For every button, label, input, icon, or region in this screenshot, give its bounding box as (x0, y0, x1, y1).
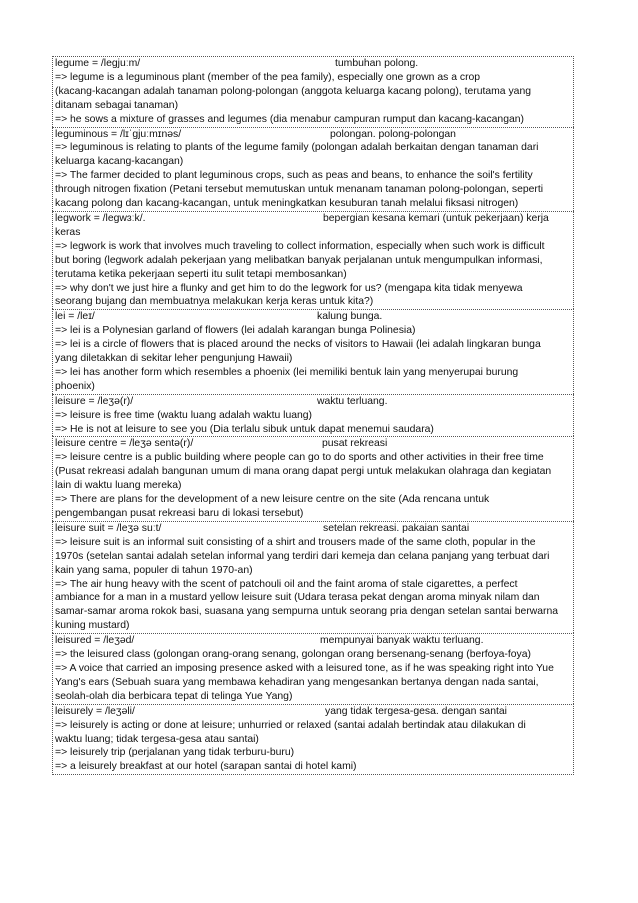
meaning: tumbuhan polong. (335, 58, 419, 69)
entry-head (55, 128, 571, 142)
entry-line: => He is not at leisure to see you (Dia terlalu sibuk untuk dapat menemui saudara) (55, 423, 434, 435)
entry-line: yang diletakkan di sekitar leher pengunjung Hawaii) (55, 353, 293, 365)
meaning: kalung bunga. (317, 311, 383, 323)
entry-line: lain di waktu luang mereka) (55, 480, 182, 492)
entry-line: pengembangan pusat rekreasi baru di lokasi tersebut) (55, 508, 304, 519)
entry-line: kuning mustard) (55, 620, 130, 632)
entry-leisured (52, 633, 574, 704)
entry-head (55, 634, 571, 648)
meaning: waktu terluang. (317, 395, 388, 407)
meaning: polongan. polong-polongan (330, 128, 456, 140)
entry-head (55, 395, 571, 409)
entry-line: samar-samar aroma rokok basi, suasana yang sempurna untuk seorang pria dengan setelan santai berwarna (55, 606, 559, 618)
meaning: setelan rekreasi. pakaian santai (323, 522, 470, 534)
entry-head (55, 522, 571, 536)
entry-line: (kacang-kacangan adalah tanaman polong-polongan (anggota keluarga kacang polong), terutama yang (55, 85, 532, 97)
entry-line: but boring (legwork adalah pekerjaan yang melibatkan banyak perjalanan untuk mengumpulkan informasi, (55, 254, 543, 266)
entry-line: => lei is a circle of flowers that is placed around the necks of visitors to Hawaii (lei adalah lingkaran bunga (55, 339, 541, 351)
entry-line: waktu luang; tidak tergesa-gesa atau santai) (55, 733, 259, 745)
entry-head (55, 57, 571, 71)
entry-leisure-suit (52, 521, 574, 633)
entry-head (55, 212, 571, 226)
entry-line: => the leisured class (golongan orang-orang senang, golongan orang bersenang-senang (berfoya-foya) (55, 649, 531, 661)
entry-legume (52, 56, 574, 127)
entry-line: => why don't we just hire a flunky and get him to do the legwork for us? (mengapa kita tidak menyewa (55, 282, 523, 294)
entry-line: => legwork is work that involves much traveling to collect information, especially when such work is difficult (55, 240, 545, 252)
dictionary-document (52, 56, 574, 775)
headword: leisure suit = /leʒə suːt/ (55, 522, 162, 534)
entry-line: through nitrogen fixation (Petani tersebut memutuskan untuk menanam tanaman polong-polongan, seperti (55, 184, 544, 196)
entry-leisurely (52, 704, 574, 776)
headword: leguminous = /lɪˈɡjuːmɪnəs/ (55, 128, 182, 140)
meaning: yang tidak tergesa-gesa. dengan santai (325, 705, 507, 717)
entry-line: => leisurely is acting or done at leisure; unhurried or relaxed (santai adalah bertindak atau dilakukan di (55, 719, 526, 731)
meaning: pusat rekreasi (322, 438, 388, 450)
headword: leisure centre = /leʒə sentə(r)/ (55, 438, 194, 450)
entry-line: => leisurely trip (perjalanan yang tidak terburu-buru) (55, 747, 295, 759)
entry-line: seorang bujang dan membuatnya melakukan kerja keras untuk kita?) (55, 296, 374, 308)
meaning: bepergian kesana kemari (untuk pekerjaan) kerja (323, 212, 549, 224)
entry-line: => a leisurely breakfast at our hotel (sarapan santai di hotel kami) (55, 761, 357, 773)
entry-head (55, 437, 571, 451)
meaning: mempunyai banyak waktu terluang. (320, 635, 484, 647)
entry-line: => he sows a mixture of grasses and legumes (dia menabur campuran rumput dan kacang-kacangan) (55, 113, 524, 125)
entry-line: keluarga kacang-kacangan) (55, 156, 184, 168)
entry-head (55, 705, 571, 719)
entry-legwork (52, 211, 574, 309)
entry-leguminous (52, 127, 574, 211)
headword: leisured = /leʒəd/ (55, 635, 135, 647)
entry-leisure-centre (52, 436, 574, 520)
entry-line: => The farmer decided to plant leguminous crops, such as peas and beans, to enhance the soil's fertility (55, 170, 533, 182)
entry-line: => legume is a leguminous plant (member of the pea family), especially one grown as a crop (55, 71, 481, 83)
headword: lei = /leɪ/ (55, 311, 95, 323)
entry-line: => leisure is free time (waktu luang adalah waktu luang) (55, 409, 313, 421)
entry-leisure (52, 394, 574, 437)
headword: leisure = /leʒə(r)/ (55, 395, 134, 407)
entry-line: => There are plans for the development of a new leisure centre on the site (Ada rencana untuk (55, 494, 490, 506)
headword: legwork = /legwɜːk/. (55, 212, 146, 224)
entry-head (55, 310, 571, 324)
entry-line: => A voice that carried an imposing presence asked with a leisured tone, as if he was speaking right into Yue (55, 662, 554, 674)
entry-line: seolah-olah dia berbicara tepat di telinga Yue Yang) (55, 690, 293, 702)
entry-line: => lei has another form which resembles a phoenix (lei memiliki bentuk lain yang menyerupai burung (55, 366, 519, 378)
headword: legume = /legjuːm/ (55, 58, 141, 69)
entry-line: keras (55, 226, 81, 238)
entry-line: (Pusat rekreasi adalah bangunan umum di mana orang dapat pergi untuk melakukan olahraga dan kegiatan (55, 466, 552, 478)
entry-line: Yang's ears (Sebuah suara yang membawa kehadiran yang mengesankan bertanya dengan nada santai, (55, 676, 539, 688)
entry-line: 1970s (setelan santai adalah setelan informal yang terdiri dari kemeja dan celana panjang yang terbuat dari (55, 550, 550, 562)
entry-lei (52, 309, 574, 393)
entry-line: ambiance for a man in a mustard yellow leisure suit (Udara terasa pekat dengan aroma minyak nilam dan (55, 592, 540, 604)
entry-line: => lei is a Polynesian garland of flowers (lei adalah karangan bunga Polinesia) (55, 325, 416, 337)
entry-line: kain yang sama, populer di tahun 1970-an) (55, 564, 253, 576)
entry-line: kacang polong dan kacang-kacangan, untuk meningkatkan kesuburan tanah melalui fiksasi nitrogen) (55, 198, 519, 210)
entry-line: => leguminous is relating to plants of the legume family (polongan adalah berkaitan dengan tanaman dari (55, 142, 539, 154)
entry-line: => leisure centre is a public building where people can go to do sports and other activities in their free time (55, 452, 544, 464)
headword: leisurely = /leʒəli/ (55, 705, 135, 717)
entry-line: phoenix) (55, 380, 95, 392)
entry-line: terutama ketika pekerjaan seperti itu sulit tetapi membosankan) (55, 268, 347, 280)
entry-line: ditanam sebagai tanaman) (55, 99, 179, 111)
entry-line: => leisure suit is an informal suit consisting of a shirt and trousers made of the same cloth, popular in the (55, 536, 536, 548)
entry-line: => The air hung heavy with the scent of patchouli oil and the faint aroma of stale cigarettes, a perfect (55, 578, 518, 590)
